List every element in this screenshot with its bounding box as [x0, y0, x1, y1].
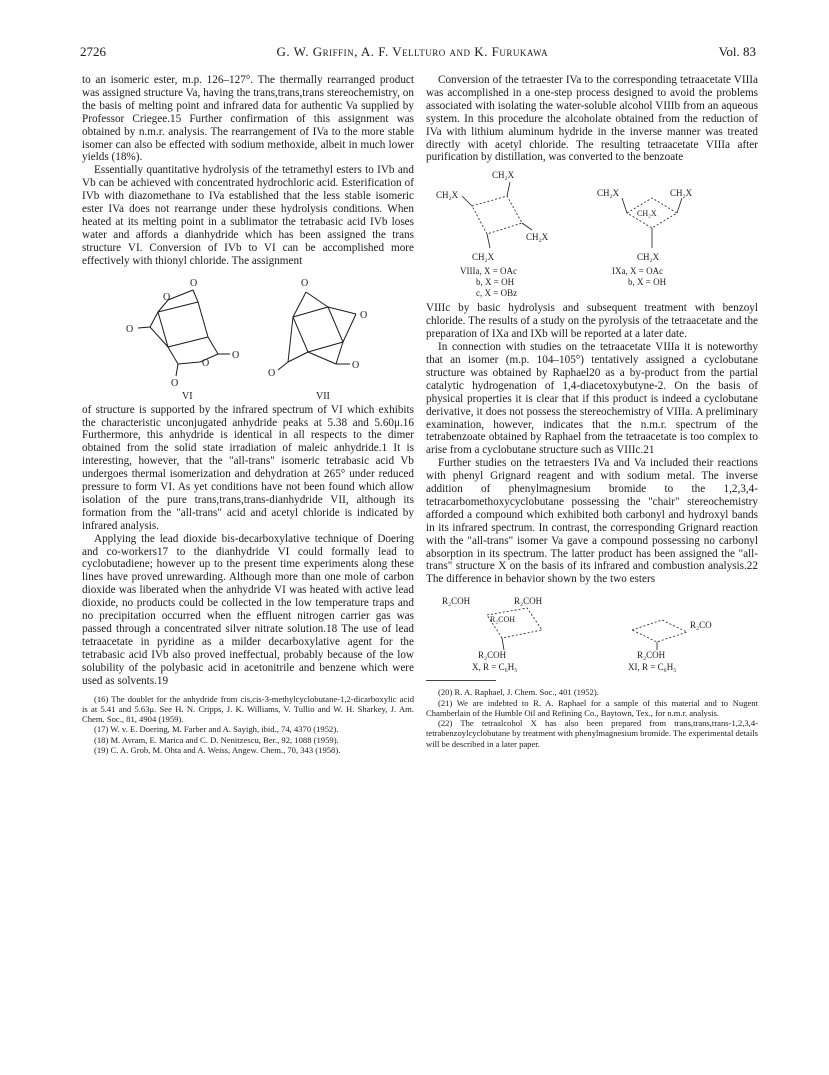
structure-label-ix-b: b, X = OH — [628, 277, 667, 288]
group-label: CH₂X — [472, 252, 495, 263]
structure-label-ix: IXa, X = OAc — [612, 266, 664, 277]
structure-vi-vii-figure — [98, 272, 398, 400]
paragraph: of structure is supported by the infrared spectrum of VI which exhibits the characteristic unconjugated anhydride peaks at 5.38 and 5.60μ.16 Furthermore, this anhydride is identical in all respects to the dimer obtained from the solid state irradiation of maleic anhydride.1 It is interesting, however, that the "all-trans" isomeric tetrabasic acid Vb undergoes thermal isomerization and dehydration at 265° under reduced pressure to form VI. As yet conditions have not been found which allow isolation of the pure trans,trans,trans-dianhydride VII, although its formation from the "all-trans" acid and acetyl chloride is indicated by infrared analysis. — [82, 403, 414, 532]
paragraph: VIIIc by basic hydrolysis and subsequent treatment with benzoyl chloride. The results of a study on the pyrolysis of the tetraacetate and the preparation of IXa and IXb will be reported at a later date. — [426, 302, 758, 341]
paragraph: Further studies on the tetraesters IVa and Va included their reactions with phenyl Grignard reagent and with sodium metal. The inverse addition of phenylmagnesium bromide to the 1,2,3,4-tetracarbomethoxycyclobutane possessing the "chair" stereochemistry afforded a compound which exhibited both carbonyl and hydroxyl bands in its infrared spectrum. In contrast, the corresponding Grignard reaction with the "all-trans" isomer Va gave a compound possessing no carbonyl absorption in its spectrum. The latter product has been assigned the "all-trans" structure X on the basis of its infrared and combustion analysis.22 The difference in behavior shown by the two esters — [426, 457, 758, 586]
footnote: (22) The tetraalcohol X has also been prepared from trans,trans,trans-1,2,3,4-tetrabenzoylcyclobutane by treatment with phenylmagnesium bromide. The experimental details will be described in a later paper. — [426, 718, 758, 749]
group-label: CH₂X — [670, 188, 693, 199]
left-column — [82, 74, 414, 755]
footnote: (20) R. A. Raphael, J. Chem. Soc., 401 (1952). — [438, 687, 599, 698]
group-label: CH₂X — [637, 252, 660, 263]
paragraph: Essentially quantitative hydrolysis of the tetramethyl esters to IVb and Vb can be achieved with concentrated hydrochloric acid. Esterification of IVb with diazomethane to IVa established that the less stable isomeric ester IVa does not rearrange under these hydrolysis conditions. When heated at its melting point in a sublimator the tetrabasic acid IVb loses water and affords a dianhydride which has been assigned the trans structure VI. Conversion of IVb to VI can be accomplished more effectively with thionyl chloride. The assignment — [82, 164, 414, 267]
footnotes-right — [426, 687, 758, 749]
group-label: CH₂X — [492, 170, 515, 181]
oxygen-label: O — [352, 359, 360, 371]
structure-label-xi: XI, R = C₆H₅ — [628, 662, 677, 673]
structure-label-vi: VI — [182, 390, 193, 400]
group-label: R₂COH — [442, 596, 471, 607]
group-label: R₂COH — [514, 596, 543, 607]
footnotes-left — [82, 694, 414, 756]
footnote: (16) The doublet for the anhydride from cis,cis-3-methylcyclobutane-1,2-dicarboxylic acid is at 5.41 and 5.63μ. See H. N. Cripps, J. K. Williams, V. Tullio and W. H. Sharkey, J. Am. Chem. Soc., 81, 4904 (1959). — [82, 693, 414, 725]
oxygen-label: O — [202, 357, 210, 369]
structure-label-viii-b: b, X = OH — [476, 277, 515, 288]
oxygen-label: O — [232, 349, 240, 361]
group-label: CH₂X — [526, 232, 549, 243]
oxygen-label: O — [190, 277, 198, 289]
oxygen-label: O — [163, 291, 171, 303]
oxygen-label: O — [126, 323, 134, 335]
group-label: R₂COH — [490, 615, 516, 625]
volume-label: Vol. 83 — [718, 44, 756, 59]
page-number: 2726 — [80, 44, 106, 59]
footnote-rule — [426, 680, 496, 681]
oxygen-label: O — [268, 367, 276, 379]
group-label: R₂COH — [478, 650, 507, 661]
oxygen-label: O — [301, 277, 309, 289]
structure-viii-ix-figure — [432, 168, 752, 298]
right-column — [426, 74, 758, 749]
oxygen-label: O — [171, 377, 179, 389]
paragraph: Applying the lead dioxide bis-decarboxylative technique of Doering and co-workers17 to the dianhydride VI could formally lead to cyclobutadiene; however up to the present time experiments along these lines have proved unrewarding. Although more than one mole of carbon dioxide was liberated when the anhydride VI was heated with active lead dioxide, no products could be collected in the low temperature traps and no precipitation occurred when the effluent nitrogen carrier gas was passed through a concentrated silver nitrate solution.18 The use of lead tetraacetate in pyridine as a milder decarboxylative agent for the tetrabasic acid IVb also proved ineffectual, probably because of the low solubility of the polybasic acid in acetonitrile and benzene which were used as solvents.19 — [82, 532, 414, 687]
group-label: CH₂X — [637, 209, 657, 219]
structure-label-x: X, R = C₆H₅ — [472, 662, 518, 673]
group-label: R₂COH — [637, 650, 666, 661]
paragraph: Conversion of the tetraester IVa to the corresponding tetraacetate VIIIa was accomplished in a one-step process designed to avoid the problems associated with isolating the water-soluble alcohol VIIIb from an aqueous system. In this procedure the alcoholate obtained from the reduction of IVa with lithium aluminum hydride in the inverse manner was treated directly with acetyl chloride. The resulting tetraacetate VIIIa after purification by distillation, was converted to the benzoate — [426, 74, 758, 164]
structure-x-xi-figure — [432, 590, 752, 676]
footnote: (19) C. A. Grob, M. Ohta and A. Weiss, Angew. Chem., 70, 343 (1958). — [94, 745, 341, 756]
structure-label-viii: VIIIa, X = OAc — [460, 266, 518, 277]
group-label: CH₂X — [597, 188, 620, 199]
paragraph: to an isomeric ester, m.p. 126–127°. The thermally rearranged product was assigned structure Va, having the trans,trans,trans stereochemistry, on the basis of melting point and infrared data for authentic Va supplied by Professor Criegee.15 Further confirmation of this assignment was obtained by n.m.r. analysis. The rearrangement of IVa to the more stable isomer can also be effected with sodium methoxide, albeit in much lower yields (18%). — [82, 74, 414, 164]
footnote: (17) W. v. E. Doering, M. Farber and A. Sayigh, ibid., 74, 4370 (1952). — [94, 724, 339, 735]
structure-label-vii: VII — [316, 390, 330, 400]
structure-label-viii-c: c, X = OBz — [476, 288, 518, 299]
paragraph: In connection with studies on the tetraacetate VIIIa it is noteworthy that an isomer (m.p. 104–105°) tentatively assigned a cyclobutane structure was obtained by Raphael20 as a by-product from the partial catalytic hydrogenation of 1,4-diacetoxybutyne-2. On the basis of physical properties it is clear that if this product is indeed a cyclobutane derivative, it does not possess the stereochemistry of VIIIa. A preliminary examination, however, indicates that the n.m.r. spectrum of the tetrabenzoate obtained by Raphael from the tetraacetate is too complex to arise from a cyclobutane structure such as VIIIc.21 — [426, 341, 758, 457]
author-line: G. W. Griffin, A. F. Vellturo and K. Furukawa — [276, 44, 549, 59]
footnote: (21) We are indebted to R. A. Raphael for a sample of this material and to Nugent Chamberlain of the Humble Oil and Refining Co., Baytown, Tex., for n.m.r. analysis. — [426, 697, 758, 718]
group-label: CH₂X — [436, 190, 459, 201]
oxygen-label: O — [360, 309, 368, 321]
running-header — [80, 44, 756, 60]
footnote: (18) M. Avram, E. Marica and C. D. Nenitzescu, Ber., 92, 1088 (1959). — [94, 734, 339, 745]
group-label: R₂CO — [690, 620, 712, 631]
